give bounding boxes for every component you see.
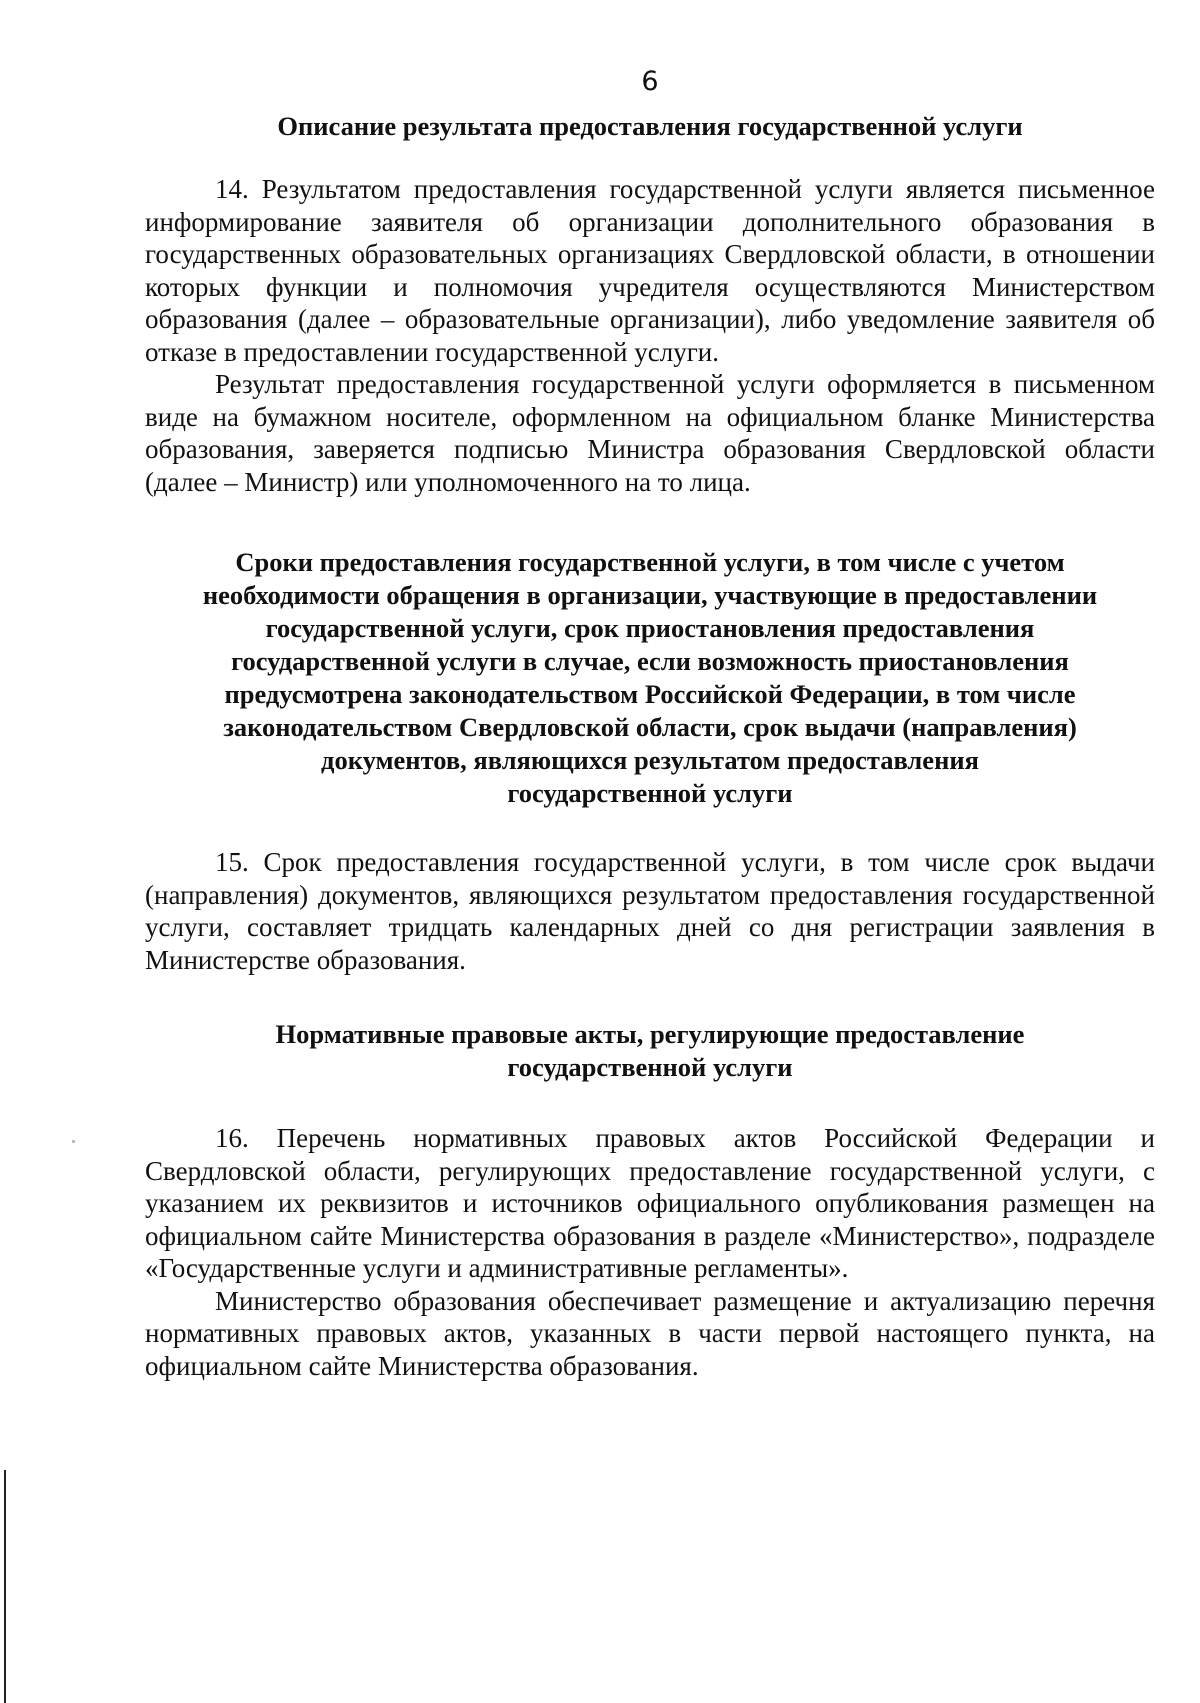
paragraph-16: 16. Перечень нормативных правовых актов Российской Федерации и Свердловской области, регулирующих предоставление государственной услуги, с указанием их реквизитов и источников официального опубликования размещен на официальном сайте Министерства образования в разделе «Министерство», подразделе «Государственные услуги и административные регламенты». bbox=[145, 1123, 1155, 1283]
heading-line: Нормативные правовые акты, регулирующие предоставление bbox=[275, 1019, 1025, 1049]
paragraph-16-ministry-duty: Министерство образования обеспечивает размещение и актуализацию перечня нормативных правовых актов, указанных в части первой настоящего пункта, на официальном сайте Министерства образования. bbox=[145, 1285, 1155, 1381]
heading-line: Сроки предоставления государственной услуги, в том числе с учетом bbox=[235, 547, 1065, 577]
page-number: 6 bbox=[641, 66, 659, 97]
paragraph-14-result-format: Результат предоставления государственной услуги оформляется в письменном виде на бумажном носителе, оформленном на официальном бланке Министерства образования, заверяется подписью Министра образования Свердловской области (далее – Министр) или уполномоченного на то лица. bbox=[145, 369, 1155, 497]
heading-line: необходимости обращения в организации, участвующие в предоставлении bbox=[202, 580, 1098, 610]
heading-line: документов, являющихся результатом предоставления bbox=[321, 745, 979, 775]
heading-line: государственной услуги в случае, если возможность приостановления bbox=[231, 646, 1069, 676]
section-heading-result-description bbox=[145, 110, 1155, 143]
document-body bbox=[145, 110, 1155, 1382]
heading-line: предусмотрена законодательством Российской Федерации, в том числе bbox=[224, 679, 1076, 709]
section-heading-regulatory-acts bbox=[145, 1018, 1155, 1084]
heading-line: государственной услуги, срок приостановления предоставления bbox=[265, 613, 1035, 643]
heading-line: государственной услуги bbox=[507, 1052, 793, 1082]
scan-speck bbox=[72, 1140, 75, 1143]
heading-line: государственной услуги bbox=[507, 778, 793, 808]
scan-edge-line bbox=[4, 1470, 6, 1703]
paragraph-15: 15. Срок предоставления государственной услуги, в том числе срок выдачи (направления) документов, являющихся результатом предоставления государственной услуги, составляет тридцать календарных дней со дня регистрации заявления в Министерстве образования. bbox=[145, 847, 1155, 975]
heading-line: законодательством Свердловской области, срок выдачи (направления) bbox=[223, 712, 1077, 742]
section-heading-service-terms bbox=[145, 546, 1155, 810]
heading-line: Описание результата предоставления государственной услуги bbox=[277, 111, 1023, 141]
paragraph-14: 14. Результатом предоставления государственной услуги является письменное информирование заявителя об организации дополнительного образования в государственных образовательных организациях Свердловской области, в отношении которых функции и полномочия учредителя осуществляются Министерством образования (далее – образовательные организации), либо уведомление заявителя об отказе в предоставлении государственной услуги. bbox=[145, 174, 1155, 367]
